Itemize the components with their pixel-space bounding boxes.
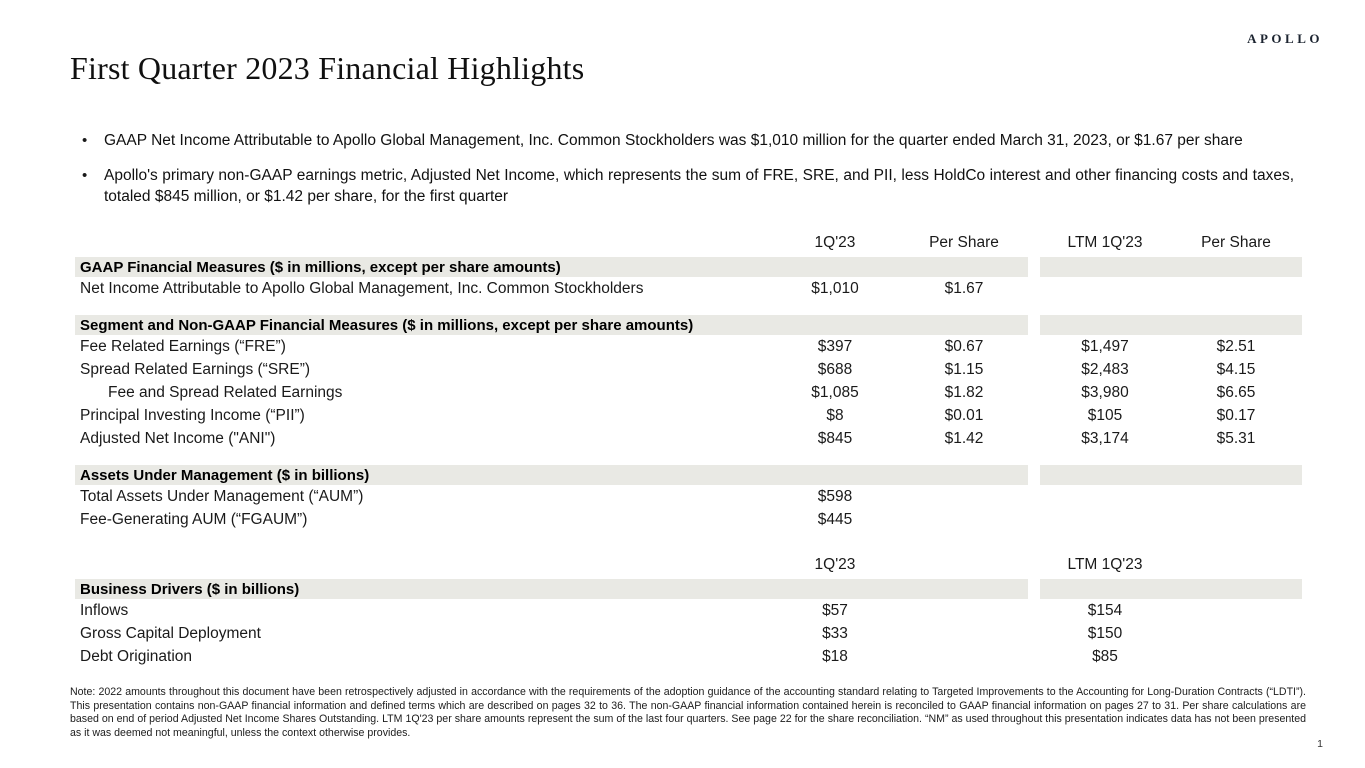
value-ltm: $85: [1092, 647, 1118, 665]
bullet-marker: •: [82, 166, 88, 184]
value-per-share: $1.67: [944, 279, 984, 297]
value-ltm-per-share: $2.51: [1216, 337, 1256, 355]
value-ltm-per-share: $5.31: [1216, 429, 1256, 447]
value-1q23: $1,010: [811, 279, 859, 297]
table-row: [75, 277, 1302, 300]
section-title: GAAP Financial Measures ($ in millions, except per share amounts): [75, 257, 1028, 277]
value-1q23: $445: [817, 510, 853, 528]
section-title: Segment and Non-GAAP Financial Measures ($ in millions, except per share amounts): [75, 315, 1028, 335]
section-header-gaap: [75, 257, 1302, 277]
row-label: Fee and Spread Related Earnings: [108, 383, 343, 401]
table-row: [75, 427, 1302, 450]
bullet-text: Apollo's primary non-GAAP earnings metric, Adjusted Net Income, which represents the sum of FRE, SRE, and PII, less HoldCo interest and other financing costs and taxes, totaled $845 million, or $1.42 per share, for the first quarter: [104, 166, 1294, 206]
value-ltm: $2,483: [1081, 360, 1129, 378]
value-1q23: $33: [822, 624, 848, 642]
value-1q23: $845: [817, 429, 853, 447]
value-per-share: $0.67: [944, 337, 984, 355]
table-row: [75, 404, 1302, 427]
bullet-text: GAAP Net Income Attributable to Apollo Global Management, Inc. Common Stockholders was $1,010 million for the quarter ended March 31, 2023, or $1.67 per share: [104, 132, 1243, 149]
section-header-segment: [75, 315, 1302, 335]
section-header-business-drivers: [75, 579, 1302, 599]
value-1q23: $688: [817, 360, 853, 378]
row-label: Fee-Generating AUM (“FGAUM”): [80, 510, 308, 528]
table-row: [75, 508, 1302, 531]
section-title: Business Drivers ($ in billions): [75, 579, 1028, 599]
table-row: [75, 381, 1302, 404]
col-header-per-share: Per Share: [929, 234, 999, 251]
section-band-right: [1040, 465, 1302, 485]
row-label: Gross Capital Deployment: [80, 624, 261, 642]
table-header-row-2: [75, 553, 1302, 577]
value-1q23: $397: [817, 337, 853, 355]
row-label: Inflows: [80, 601, 129, 619]
row-label: Net Income Attributable to Apollo Global Management, Inc. Common Stockholders: [80, 279, 644, 297]
table-header-row: [75, 231, 1302, 255]
section-band-right: [1040, 257, 1302, 277]
table-row: [75, 358, 1302, 381]
col-header-ltm-1q23: LTM 1Q'23: [1067, 234, 1143, 251]
value-ltm: $1,497: [1081, 337, 1129, 355]
value-per-share: $1.82: [944, 383, 984, 401]
col-header-ltm-1q23: LTM 1Q'23: [1067, 556, 1143, 573]
highlights-bullet-list: [82, 130, 1294, 221]
financial-table: [75, 231, 1302, 668]
row-label: Principal Investing Income (“PII”): [80, 406, 305, 424]
value-ltm-per-share: $4.15: [1216, 360, 1256, 378]
row-label: Spread Related Earnings (“SRE”): [80, 360, 311, 378]
value-ltm: $3,174: [1081, 429, 1129, 447]
page-number: 1: [1317, 738, 1323, 750]
value-1q23: $18: [822, 647, 848, 665]
col-header-1q23: 1Q'23: [814, 556, 856, 573]
value-1q23: $1,085: [811, 383, 859, 401]
value-ltm-per-share: $6.65: [1216, 383, 1256, 401]
value-ltm: $105: [1087, 406, 1123, 424]
section-band-right: [1040, 315, 1302, 335]
value-ltm: $3,980: [1081, 383, 1129, 401]
table-row: [75, 599, 1302, 622]
row-label: Adjusted Net Income ("ANI"): [80, 429, 276, 447]
value-ltm-per-share: $0.17: [1216, 406, 1256, 424]
value-per-share: $1.15: [944, 360, 984, 378]
apollo-logo: APOLLO: [1247, 31, 1323, 46]
page-title: First Quarter 2023 Financial Highlights: [70, 50, 585, 86]
footnote-text: Note: 2022 amounts throughout this document have been retrospectively adjusted in accordance with the requirements of the adoption guidance of the accounting standard relating to Targeted Improvements to the Accounting for Long-Duration Contracts (“LDTI”). This presentation contains non-GAAP financial information and defined terms which are described on pages 32 to 36. The non-GAAP financial information contained herein is reconciled to GAAP financial information on pages 27 to 31. Per share calculations are based on end of period Adjusted Net Income Shares Outstanding. LTM 1Q'23 per share amounts represent the sum of the last four quarters. See page 22 for the share reconciliation. “NM” as used throughout this presentation indicates data has not been presented as it was deemed not meaningful, unless the context otherwise provides.: [70, 686, 1306, 739]
value-ltm: $150: [1087, 624, 1123, 642]
value-per-share: $1.42: [944, 429, 984, 447]
section-header-aum: [75, 465, 1302, 485]
value-1q23: $598: [817, 487, 853, 505]
col-header-1q23: 1Q'23: [814, 234, 856, 251]
bullet-marker: •: [82, 132, 88, 149]
value-per-share: $0.01: [944, 406, 984, 424]
value-ltm: $154: [1087, 601, 1123, 619]
value-1q23: $8: [826, 406, 844, 424]
table-row: [75, 485, 1302, 508]
value-1q23: $57: [822, 601, 848, 619]
section-title: Assets Under Management ($ in billions): [75, 465, 1028, 485]
table-row: [75, 335, 1302, 358]
bullet-item: [82, 165, 1294, 208]
section-gap: [75, 531, 1302, 553]
section-gap: [75, 300, 1302, 313]
section-band-right: [1040, 579, 1302, 599]
row-label: Debt Origination: [80, 647, 193, 665]
table-row: [75, 645, 1302, 668]
row-label: Total Assets Under Management (“AUM”): [80, 487, 364, 505]
bullet-item: [82, 130, 1294, 152]
table-row: [75, 622, 1302, 645]
row-label: Fee Related Earnings (“FRE”): [80, 337, 286, 355]
col-header-ltm-per-share: Per Share: [1201, 234, 1271, 251]
section-gap: [75, 450, 1302, 463]
